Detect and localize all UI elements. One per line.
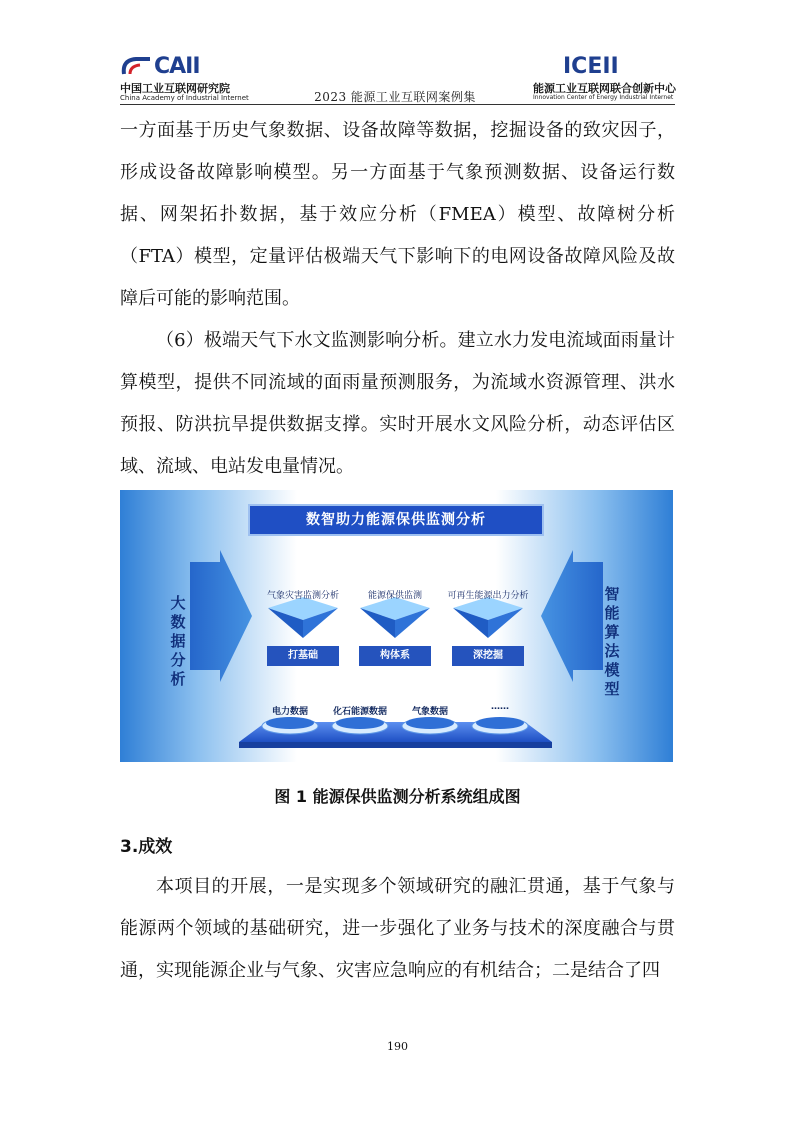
iceii-logo-cn: 能源工业互联网联合创新中心 [533, 82, 676, 95]
diamond-3 [453, 597, 523, 638]
disc-3 [402, 717, 458, 734]
diamond-1 [268, 597, 338, 638]
figure-title-banner: 数智助力能源保供监测分析 [248, 504, 544, 536]
disc-1 [262, 717, 318, 734]
paragraph-3: 本项目的开展，一是实现多个领域研究的融汇贯通，基于气象与能源两个领域的基础研究，进一步强化了业务与技术的深度融合与贯通，实现能源企业与气象、灾害应急响应的有机结合；二是结合了四 [120, 876, 675, 981]
disc-4 [472, 717, 528, 734]
column-1-box: 打基础 [267, 646, 339, 666]
column-3-box: 深挖掘 [452, 646, 524, 666]
left-vertical-label: 大数据分析 [170, 594, 186, 688]
platform-label-2: 化石能源数据 [332, 707, 387, 717]
diamond-2 [360, 597, 430, 638]
platform-label-3: 气象数据 [411, 707, 448, 717]
header-title: 2023 能源工业互联网案例集 [314, 90, 476, 104]
left-arrow [190, 550, 252, 682]
disc-2 [332, 717, 388, 734]
page-header [120, 52, 675, 106]
column-2-label: 能源保供监测 [367, 591, 422, 601]
page-number: 190 [387, 1040, 408, 1053]
column-3-label: 可再生能源出力分析 [447, 591, 529, 601]
figure-caption: 图 1 能源保供监测分析系统组成图 [274, 787, 521, 806]
section-heading: 3.成效 [120, 837, 173, 857]
column-1-label: 气象灾害监测分析 [266, 591, 339, 601]
platform-label-1: 电力数据 [271, 707, 308, 717]
iceii-logo-en: Innovation Center of Energy Industrial Internet [533, 94, 674, 101]
iceii-logo [525, 52, 675, 102]
iceii-logo-mark: ICEII [563, 54, 619, 79]
right-arrow [541, 550, 603, 682]
caii-logo-en: China Academy of Industrial Internet [120, 94, 249, 102]
platform-label-4: …… [491, 702, 509, 712]
caii-logo [120, 52, 250, 102]
caii-logo-cn: 中国工业互联网研究院 [120, 82, 230, 95]
paragraph-1: 一方面基于历史气象数据、设备故障等数据，挖掘设备的致灾因子，形成设备故障影响模型。另一方面基于气象预测数据、设备运行数据、网架拓扑数据，基于效应分析（FMEA）模型、故障树分析（FTA）模型，定量评估极端天气下影响下的电网设备故障风险及故障后可能的影响范围。 [120, 120, 675, 309]
column-2-box: 构体系 [359, 646, 431, 666]
caii-logo-icon [120, 56, 156, 78]
paragraph-2: （6）极端天气下水文监测影响分析。建立水力发电流域面雨量计算模型，提供不同流域的面雨量预测服务，为流域水资源管理、洪水预报、防洪抗旱提供数据支撑。实时开展水文风险分析，动态评估区域、流域、电站发电量情况。 [120, 330, 675, 477]
right-vertical-label: 智能算法模型 [604, 585, 620, 698]
header-divider [120, 104, 675, 105]
figure-diagram [120, 490, 673, 762]
caii-logo-mark: CAII [154, 54, 200, 79]
